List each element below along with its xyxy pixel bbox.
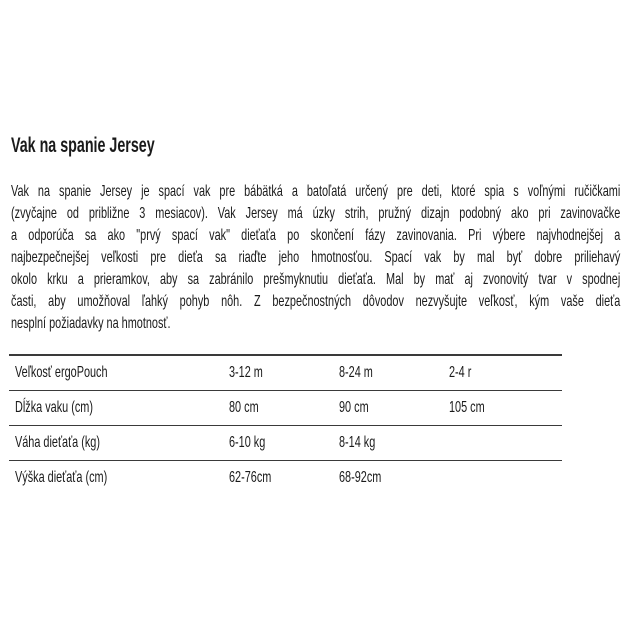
table-row bbox=[9, 355, 562, 391]
paragraph-line: najbezpečnejšej veľkosti pre dieťa sa riaďte jeho hmotnosťou. Spací vak by mal byť dobre priliehavý bbox=[11, 249, 621, 266]
table-cell-value: 80 cm bbox=[229, 399, 259, 416]
table-cell-value: 105 cm bbox=[449, 399, 485, 416]
table-row bbox=[9, 426, 562, 461]
table-cell-value: 3-12 m bbox=[229, 364, 263, 381]
table-cell-value: 6-10 kg bbox=[229, 434, 266, 451]
table-cell-label: Výška dieťaťa (cm) bbox=[15, 469, 108, 486]
table-cell-label: Dĺžka vaku (cm) bbox=[15, 399, 93, 416]
paragraph-line: Vak na spanie Jersey je spací vak pre bábätká a batoľatá určený pre deti, ktoré spia s voľnými ručičkami bbox=[11, 183, 621, 200]
paragraph-line: a odporúča sa ako "prvý spací vak" dieťaťa po skončení fázy zavinovania. Pri výbere najvhodnejšej a bbox=[11, 227, 621, 244]
table-cell-value: 62-76cm bbox=[229, 469, 272, 486]
table-cell-label: Váha dieťaťa (kg) bbox=[15, 434, 100, 451]
table-cell-value: 8-14 kg bbox=[339, 434, 376, 451]
table-cell-value: 8-24 m bbox=[339, 364, 373, 381]
paragraph-line: nesplní požiadavky na hmotnosť. bbox=[11, 315, 171, 332]
table-row bbox=[9, 461, 562, 496]
paragraph-line: okolo krku a prieramkov, aby sa zabránilo prešmyknutiu dieťaťa. Mal by mať aj zvonovitý tvar v spodnej bbox=[11, 271, 621, 288]
size-table bbox=[9, 354, 562, 495]
product-description-paragraph bbox=[11, 181, 630, 335]
page-title bbox=[11, 133, 630, 159]
paragraph-line: (zvyčajne od približne 3 mesiacov). Vak Jersey má úzky strih, pružný dizajn podobný ako pri zavinovačke bbox=[11, 205, 621, 222]
table-cell-value: 68-92cm bbox=[339, 469, 382, 486]
table-cell-label: Veľkosť ergoPouch bbox=[15, 364, 108, 381]
table-cell-value: 90 cm bbox=[339, 399, 369, 416]
table-cell-value bbox=[443, 426, 562, 461]
table-row bbox=[9, 391, 562, 426]
table-cell-value bbox=[443, 461, 562, 496]
table-cell-value: 2-4 r bbox=[449, 364, 472, 381]
page-title-text: Vak na spanie Jersey bbox=[11, 134, 155, 157]
paragraph-line: časti, aby umožňoval ľahký pohyb nôh. Z bezpečnostných dôvodov nezvyšujte veľkosť, kým vaše dieťa bbox=[11, 293, 621, 310]
